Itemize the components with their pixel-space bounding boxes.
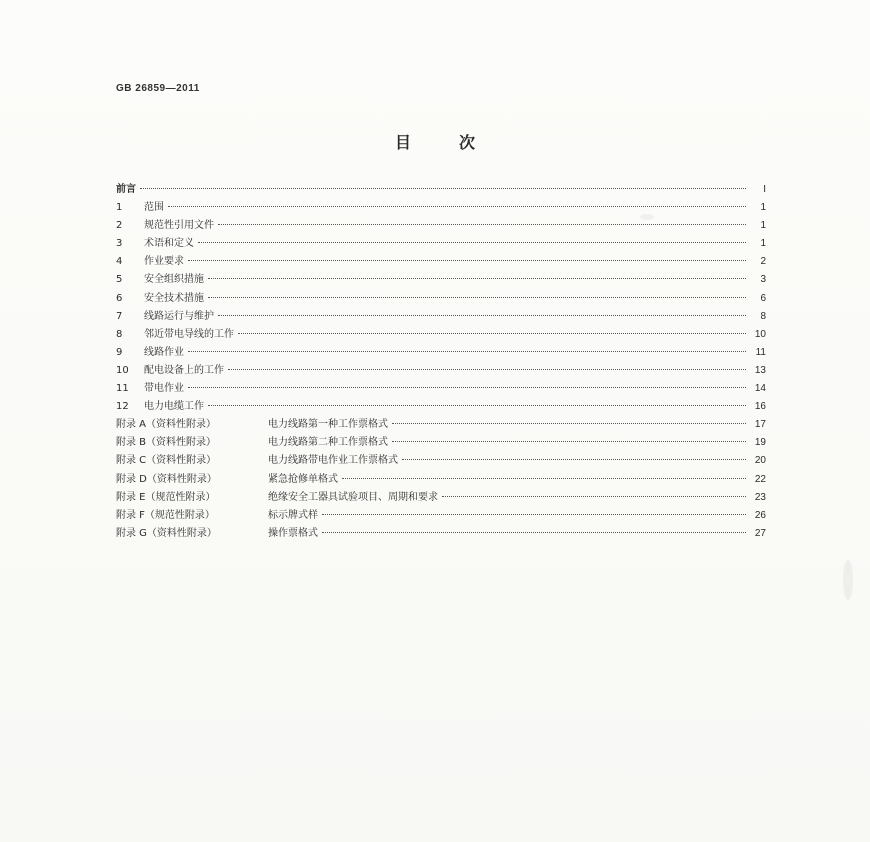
annex-label: 紧急抢修单格式 [268, 473, 338, 485]
annex-label: 操作票格式 [268, 527, 318, 539]
toc-entry-page: 10 [754, 328, 766, 340]
table-of-contents [116, 181, 766, 543]
annex-prefix: 附录 G（资料性附录） [116, 527, 217, 539]
toc-entry-page: I [763, 184, 766, 195]
toc-entry-number: 12 [116, 401, 129, 413]
toc-annex-entry[interactable] [116, 489, 766, 507]
annex-prefix: 附录 C（资料性附录） [116, 455, 217, 467]
annex-prefix: 附录 A（资料性附录） [116, 419, 217, 431]
annex-label: 电力线路带电作业工作票格式 [268, 455, 398, 467]
toc-entry-label: 范围 [144, 202, 164, 214]
toc-annex-entry[interactable] [116, 416, 766, 434]
toc-annex-entry[interactable] [116, 434, 766, 452]
leader-dots [322, 532, 746, 533]
toc-entry[interactable] [116, 217, 766, 235]
toc-entry-number: 7 [116, 310, 123, 322]
toc-entry[interactable] [116, 344, 766, 362]
toc-entry-page: 6 [760, 292, 766, 304]
standard-code: GB 26859—2011 [116, 83, 200, 94]
toc-entry-label: 规范性引用文件 [144, 220, 214, 232]
toc-entry-page: 16 [754, 401, 766, 413]
toc-entry-label: 作业要求 [144, 256, 184, 268]
leader-dots [402, 459, 746, 460]
annex-page: 20 [754, 455, 766, 467]
toc-entry-label: 线路运行与维护 [144, 310, 214, 322]
toc-entry-page: 13 [754, 364, 766, 376]
leader-dots [140, 188, 746, 189]
annex-page: 19 [754, 437, 766, 449]
toc-entry-label: 配电设备上的工作 [144, 364, 224, 376]
toc-entry[interactable] [116, 235, 766, 253]
annex-page: 17 [754, 419, 766, 431]
annex-page: 27 [754, 527, 766, 539]
leader-dots [322, 514, 746, 515]
toc-entry-label: 电力电缆工作 [144, 401, 204, 413]
toc-entry-number: 3 [116, 238, 123, 250]
toc-annex-entry[interactable] [116, 507, 766, 525]
toc-title [0, 130, 870, 153]
toc-entry[interactable] [116, 362, 766, 380]
scan-smudge [843, 560, 853, 600]
toc-entry-page: 1 [760, 238, 766, 250]
toc-entry-label: 前言 [116, 184, 136, 195]
leader-dots [218, 315, 746, 316]
toc-entry[interactable] [116, 290, 766, 308]
leader-dots [188, 351, 746, 352]
scan-smudge [640, 214, 654, 220]
toc-title-left: 目 [394, 133, 411, 152]
toc-entry-page: 3 [760, 274, 766, 286]
toc-entry[interactable] [116, 271, 766, 289]
toc-entry-number: 9 [116, 346, 123, 358]
leader-dots [168, 206, 746, 207]
toc-entry[interactable] [116, 380, 766, 398]
toc-title-right: 次 [459, 133, 476, 152]
leader-dots [442, 496, 746, 497]
leader-dots [218, 224, 746, 225]
toc-entry-page: 14 [754, 383, 766, 395]
toc-entry-number: 1 [116, 202, 123, 214]
toc-annex-entry[interactable] [116, 452, 766, 470]
toc-entry-number: 11 [116, 383, 129, 395]
toc-entry-page: 11 [755, 346, 766, 358]
leader-dots [342, 478, 746, 479]
leader-dots [238, 333, 746, 334]
leader-dots [198, 242, 746, 243]
leader-dots [208, 278, 746, 279]
toc-entry-label: 安全组织措施 [144, 274, 204, 286]
annex-page: 23 [754, 491, 766, 503]
toc-entry-foreword[interactable] [116, 181, 766, 199]
toc-entry-page: 1 [760, 220, 766, 232]
toc-entry-page: 1 [760, 202, 766, 214]
toc-entry-label: 术语和定义 [144, 238, 194, 250]
toc-entry[interactable] [116, 398, 766, 416]
toc-entry[interactable] [116, 326, 766, 344]
leader-dots [208, 297, 746, 298]
leader-dots [188, 387, 746, 388]
toc-entry-number: 4 [116, 256, 123, 268]
toc-entry-number: 8 [116, 328, 123, 340]
toc-entry-number: 2 [116, 220, 123, 232]
toc-entry-label: 线路作业 [144, 346, 184, 358]
toc-entry-number: 10 [116, 364, 129, 376]
annex-prefix: 附录 F（规范性附录） [116, 509, 215, 521]
toc-entry-label: 安全技术措施 [144, 292, 204, 304]
toc-entry-label: 带电作业 [144, 383, 184, 395]
toc-entry-page: 2 [760, 256, 766, 268]
toc-entry-page: 8 [760, 310, 766, 322]
toc-entry-number: 6 [116, 292, 123, 304]
annex-prefix: 附录 E（规范性附录） [116, 491, 216, 503]
toc-entry[interactable] [116, 253, 766, 271]
leader-dots [208, 405, 746, 406]
leader-dots [228, 369, 746, 370]
annex-label: 绝缘安全工器具试验项目、周期和要求 [268, 491, 438, 503]
annex-prefix: 附录 B（资料性附录） [116, 437, 217, 449]
annex-prefix: 附录 D（资料性附录） [116, 473, 217, 485]
toc-entry[interactable] [116, 199, 766, 217]
leader-dots [392, 441, 746, 442]
annex-page: 22 [754, 473, 766, 485]
annex-label: 电力线路第一种工作票格式 [268, 419, 388, 431]
toc-entry[interactable] [116, 308, 766, 326]
toc-annex-entry[interactable] [116, 525, 766, 543]
leader-dots [392, 423, 746, 424]
annex-label: 标示牌式样 [268, 509, 318, 521]
toc-annex-entry[interactable] [116, 471, 766, 489]
toc-entry-number: 5 [116, 274, 123, 286]
annex-label: 电力线路第二种工作票格式 [268, 437, 388, 449]
annex-page: 26 [754, 509, 766, 521]
leader-dots [188, 260, 746, 261]
toc-entry-label: 邻近带电导线的工作 [144, 328, 234, 340]
